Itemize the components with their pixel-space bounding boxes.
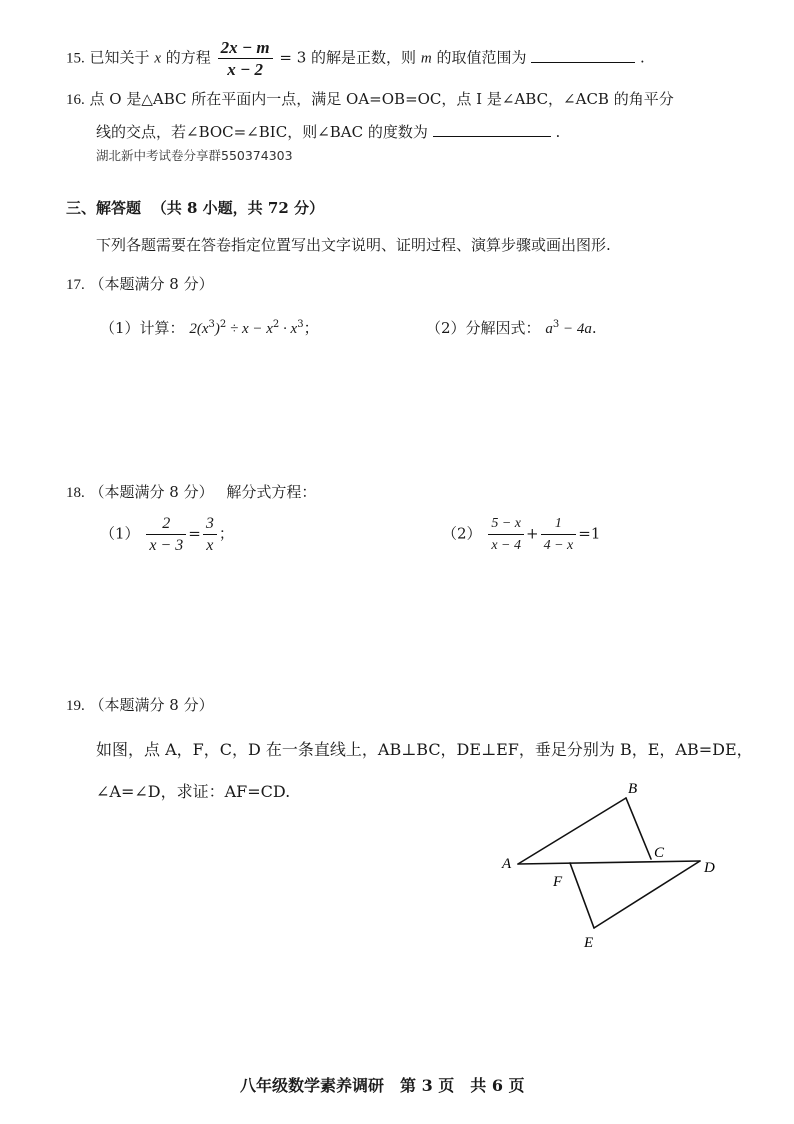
point-label-d: D bbox=[704, 860, 715, 876]
q19-score: （本题满分 8 分） bbox=[89, 696, 214, 714]
segment-ed bbox=[594, 861, 700, 928]
q15-var-m: m bbox=[420, 50, 432, 67]
q18-p1-end: ； bbox=[218, 524, 234, 543]
q16-line2: 线的交点，若∠BOC=∠BIC，则∠BAC 的度数为 bbox=[96, 123, 428, 141]
frac-numerator: 3 bbox=[203, 514, 217, 535]
section-3-heading bbox=[66, 197, 324, 218]
q17-sup: 2 bbox=[219, 319, 227, 330]
q18-p2-label: （2） bbox=[442, 524, 482, 543]
section-instruction: 下列各题需要在答卷指定位置写出文字说明、证明过程、演算步骤或画出图形. bbox=[96, 236, 611, 254]
question-15 bbox=[66, 38, 645, 79]
segment-bc bbox=[626, 798, 651, 859]
question-number: 17. bbox=[66, 277, 85, 293]
q18-score: （本题满分 8 分） bbox=[89, 483, 214, 501]
frac-numerator: 2 bbox=[146, 514, 186, 535]
geometry-figure bbox=[490, 775, 730, 955]
q18-p1-fraction-right bbox=[203, 514, 217, 555]
frac-denominator: x − 3 bbox=[149, 537, 184, 554]
q19-line1: 如图，点 A，F，C，D 在一条直线上，AB⊥BC，DE⊥EF，垂足分别为 B，E，AB=DE， bbox=[96, 740, 753, 759]
segment-fe bbox=[570, 863, 594, 928]
segment-ab bbox=[518, 798, 626, 864]
q15-text-b: 的方程 bbox=[165, 48, 211, 67]
q16-line1: 点 O 是△ABC 所在平面内一点，满足 OA=OB=OC，点 I 是∠ABC，∠ACB 的角平分 bbox=[89, 90, 674, 108]
q17-part2 bbox=[426, 317, 597, 338]
q17-part1-expr-b: ) bbox=[214, 321, 220, 337]
page-footer: 八年级数学素养调研 第 3 页 共 6 页 bbox=[240, 1076, 525, 1095]
frac-denominator: 4 − x bbox=[543, 538, 574, 553]
plus-sign: + bbox=[526, 524, 539, 543]
point-label-b: B bbox=[628, 781, 638, 797]
watermark-text: 湖北新中考试卷分享群550374303 bbox=[96, 148, 293, 163]
q17-part2-label: （2）分解因式： bbox=[426, 319, 541, 337]
q15-frac-numerator: 2x − m bbox=[218, 38, 273, 59]
q17-score: （本题满分 8 分） bbox=[89, 275, 214, 293]
q19-line2: ∠A=∠D，求证：AF=CD. bbox=[96, 782, 291, 801]
q15-text-a: 已知关于 bbox=[89, 48, 150, 67]
point-label-a: A bbox=[502, 856, 512, 872]
q17-sup: 3 bbox=[208, 319, 215, 330]
q15-end: . bbox=[640, 48, 645, 67]
q18-p2-fraction-right bbox=[541, 514, 577, 555]
question-number: 15. bbox=[66, 50, 85, 67]
q18-prompt: 解分式方程： bbox=[226, 483, 317, 501]
q15-var-x: x bbox=[154, 50, 161, 67]
question-number: 16. bbox=[66, 92, 85, 108]
frac-denominator: x − 4 bbox=[491, 538, 521, 553]
question-18 bbox=[66, 481, 316, 502]
q16-end: . bbox=[555, 123, 561, 141]
q17-part1 bbox=[100, 317, 319, 338]
q17-part1-expr-c: ÷ x − x bbox=[226, 321, 273, 337]
q15-text-d: 的取值范围为 bbox=[436, 48, 527, 67]
q17-part1-end: ； bbox=[303, 319, 319, 337]
q15-frac-denominator: x − 2 bbox=[227, 60, 263, 79]
question-19 bbox=[66, 694, 214, 715]
q17-part2-end: . bbox=[591, 319, 597, 337]
q17-sup: 3 bbox=[297, 319, 304, 330]
segment-ad bbox=[518, 861, 700, 864]
q18-part1 bbox=[100, 514, 234, 555]
q17-part1-expr-d: · x bbox=[279, 321, 298, 337]
q18-p2-fraction-left bbox=[488, 514, 524, 555]
frac-numerator: 5 − x bbox=[488, 514, 524, 535]
point-label-c: C bbox=[654, 845, 665, 861]
q18-p2-end: =1 bbox=[578, 524, 601, 543]
frac-denominator: x bbox=[206, 537, 214, 554]
q17-part2-expr-b: − 4a bbox=[559, 321, 592, 337]
question-number: 18. bbox=[66, 485, 85, 501]
q18-part2 bbox=[442, 514, 600, 555]
q18-p1-fraction-left bbox=[146, 514, 186, 555]
q17-part1-expr-a: 2(x bbox=[189, 321, 209, 337]
question-17 bbox=[66, 273, 214, 294]
q17-part1-label: （1）计算： bbox=[100, 319, 185, 337]
section-title: 三、解答题 bbox=[66, 199, 142, 217]
question-16 bbox=[66, 88, 674, 109]
q15-text-c: = 3 的解是正数，则 bbox=[279, 48, 417, 67]
point-label-e: E bbox=[584, 935, 594, 951]
q17-sup: 2 bbox=[272, 319, 280, 330]
q17-sup: 3 bbox=[552, 319, 560, 330]
point-label-f: F bbox=[553, 874, 563, 890]
section-subtitle: （共 8 小题，共 72 分） bbox=[151, 199, 324, 217]
q16-answer-blank[interactable] bbox=[433, 136, 551, 137]
q15-answer-blank[interactable] bbox=[531, 62, 635, 63]
question-number: 19. bbox=[66, 698, 85, 714]
equals-sign: = bbox=[188, 524, 201, 543]
question-16-line2 bbox=[96, 121, 560, 142]
q17-part2-expr-a: a bbox=[545, 321, 553, 337]
q18-p1-label: （1） bbox=[100, 524, 140, 543]
q15-fraction bbox=[218, 38, 273, 79]
frac-numerator: 1 bbox=[541, 514, 577, 535]
